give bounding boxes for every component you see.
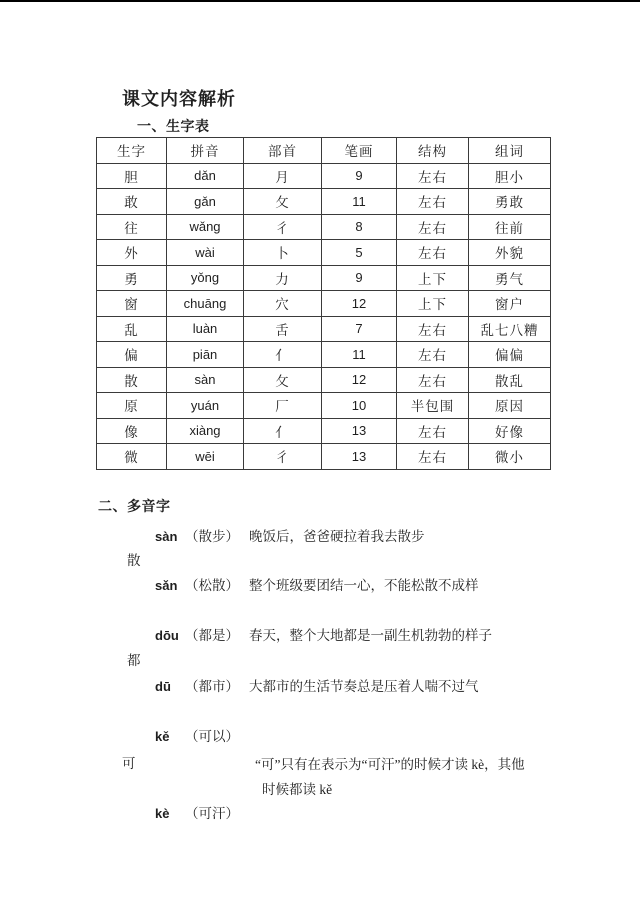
polyphone-character: 可	[122, 756, 136, 771]
cell-character: 微	[97, 444, 167, 470]
cell-structure: 左右	[397, 214, 469, 240]
cell-structure: 左右	[397, 316, 469, 342]
cell-character: 窗	[97, 291, 167, 317]
polyphone-character: 散	[127, 553, 141, 568]
header-strokes: 笔画	[322, 138, 397, 164]
polyphone-reading-line	[155, 725, 239, 745]
cell-strokes: 11	[322, 189, 397, 215]
cell-word: 勇敢	[469, 189, 551, 215]
cell-word: 胆小	[469, 163, 551, 189]
table-row	[97, 163, 551, 189]
cell-strokes: 11	[322, 342, 397, 368]
cell-strokes: 12	[322, 367, 397, 393]
section-heading-polyphones: 二、多音字	[98, 500, 171, 515]
table-row	[97, 393, 551, 419]
cell-strokes: 13	[322, 418, 397, 444]
header-radical: 部首	[244, 138, 322, 164]
new-characters-table	[96, 137, 551, 470]
polyphone-example: 晚饭后，爸爸硬拉着我去散步	[249, 529, 425, 544]
cell-word: 窗户	[469, 291, 551, 317]
cell-radical: 攵	[244, 367, 322, 393]
table-row	[97, 214, 551, 240]
polyphone-example: 整个班级要团结一心，不能松散不成样	[249, 578, 479, 593]
cell-radical: 厂	[244, 393, 322, 419]
cell-structure: 左右	[397, 240, 469, 266]
cell-pinyin: chuāng	[167, 291, 244, 317]
cell-word: 勇气	[469, 265, 551, 291]
cell-pinyin: sàn	[167, 367, 244, 393]
cell-radical: 卜	[244, 240, 322, 266]
cell-character: 勇	[97, 265, 167, 291]
header-character: 生字	[97, 138, 167, 164]
polyphone-pinyin: sàn	[155, 529, 178, 544]
cell-radical: 亻	[244, 418, 322, 444]
polyphone-example: 春天，整个大地都是一副生机勃勃的样子	[249, 628, 492, 643]
header-word: 组词	[469, 138, 551, 164]
polyphone-reading-line	[155, 624, 492, 644]
cell-strokes: 8	[322, 214, 397, 240]
polyphone-note-line-1: “可”只有在表示为“可汗”的时候才读 kè，其他	[255, 757, 525, 772]
polyphone-word: （散步）	[185, 529, 239, 544]
cell-strokes: 10	[322, 393, 397, 419]
cell-structure: 上下	[397, 265, 469, 291]
table-row	[97, 418, 551, 444]
polyphone-reading-line	[155, 525, 425, 545]
table-row	[97, 367, 551, 393]
cell-pinyin: yǒng	[167, 265, 244, 291]
header-pinyin: 拼音	[167, 138, 244, 164]
cell-radical: 月	[244, 163, 322, 189]
cell-structure: 左右	[397, 342, 469, 368]
cell-structure: 左右	[397, 189, 469, 215]
polyphone-word: （可汗）	[185, 806, 239, 821]
polyphone-character: 都	[127, 653, 141, 668]
cell-character: 像	[97, 418, 167, 444]
header-structure: 结构	[397, 138, 469, 164]
cell-pinyin: yuán	[167, 393, 244, 419]
polyphone-pinyin: dōu	[155, 628, 179, 643]
cell-word: 乱七八糟	[469, 316, 551, 342]
polyphone-word: （都是）	[185, 628, 239, 643]
cell-word: 好像	[469, 418, 551, 444]
table-row	[97, 265, 551, 291]
polyphone-example: 大都市的生活节奏总是压着人喘不过气	[249, 679, 479, 694]
cell-strokes: 9	[322, 163, 397, 189]
polyphone-pinyin: dū	[155, 679, 171, 694]
cell-structure: 半包围	[397, 393, 469, 419]
cell-character: 外	[97, 240, 167, 266]
polyphone-note-line-2: 时候都读 kě	[262, 782, 333, 797]
polyphone-pinyin: kè	[155, 806, 170, 821]
table-row	[97, 189, 551, 215]
polyphone-word: （松散）	[185, 578, 239, 593]
cell-pinyin: gǎn	[167, 189, 244, 215]
cell-structure: 上下	[397, 291, 469, 317]
cell-pinyin: wài	[167, 240, 244, 266]
cell-strokes: 7	[322, 316, 397, 342]
cell-word: 偏偏	[469, 342, 551, 368]
cell-radical: 力	[244, 265, 322, 291]
cell-structure: 左右	[397, 163, 469, 189]
polyphone-pinyin: kě	[155, 729, 170, 744]
cell-pinyin: wǎng	[167, 214, 244, 240]
polyphone-pinyin: sǎn	[155, 578, 178, 593]
cell-pinyin: dǎn	[167, 163, 244, 189]
cell-word: 往前	[469, 214, 551, 240]
cell-word: 微小	[469, 444, 551, 470]
cell-pinyin: piān	[167, 342, 244, 368]
polyphone-reading-line	[155, 802, 239, 822]
cell-character: 乱	[97, 316, 167, 342]
cell-pinyin: luàn	[167, 316, 244, 342]
table-header-row	[97, 138, 551, 164]
section-heading-word-table: 一、生字表	[137, 120, 210, 135]
cell-structure: 左右	[397, 444, 469, 470]
cell-character: 胆	[97, 163, 167, 189]
page-title: 课文内容解析	[122, 89, 236, 109]
table-row	[97, 342, 551, 368]
cell-radical: 亻	[244, 342, 322, 368]
cell-radical: 攵	[244, 189, 322, 215]
cell-character: 往	[97, 214, 167, 240]
cell-structure: 左右	[397, 367, 469, 393]
cell-structure: 左右	[397, 418, 469, 444]
cell-radical: 穴	[244, 291, 322, 317]
cell-character: 敢	[97, 189, 167, 215]
polyphone-word: （都市）	[185, 679, 239, 694]
cell-strokes: 9	[322, 265, 397, 291]
polyphone-reading-line	[155, 675, 479, 695]
cell-strokes: 12	[322, 291, 397, 317]
cell-radical: 彳	[244, 214, 322, 240]
cell-character: 偏	[97, 342, 167, 368]
cell-radical: 彳	[244, 444, 322, 470]
top-border-bar	[0, 0, 640, 2]
cell-radical: 舌	[244, 316, 322, 342]
cell-word: 外貌	[469, 240, 551, 266]
cell-character: 原	[97, 393, 167, 419]
polyphone-reading-line	[155, 574, 479, 594]
cell-strokes: 5	[322, 240, 397, 266]
cell-pinyin: wēi	[167, 444, 244, 470]
table-row	[97, 240, 551, 266]
cell-word: 散乱	[469, 367, 551, 393]
table-row	[97, 444, 551, 470]
polyphone-word: （可以）	[185, 729, 239, 744]
cell-pinyin: xiàng	[167, 418, 244, 444]
cell-word: 原因	[469, 393, 551, 419]
table-row	[97, 316, 551, 342]
cell-strokes: 13	[322, 444, 397, 470]
cell-character: 散	[97, 367, 167, 393]
table-row	[97, 291, 551, 317]
